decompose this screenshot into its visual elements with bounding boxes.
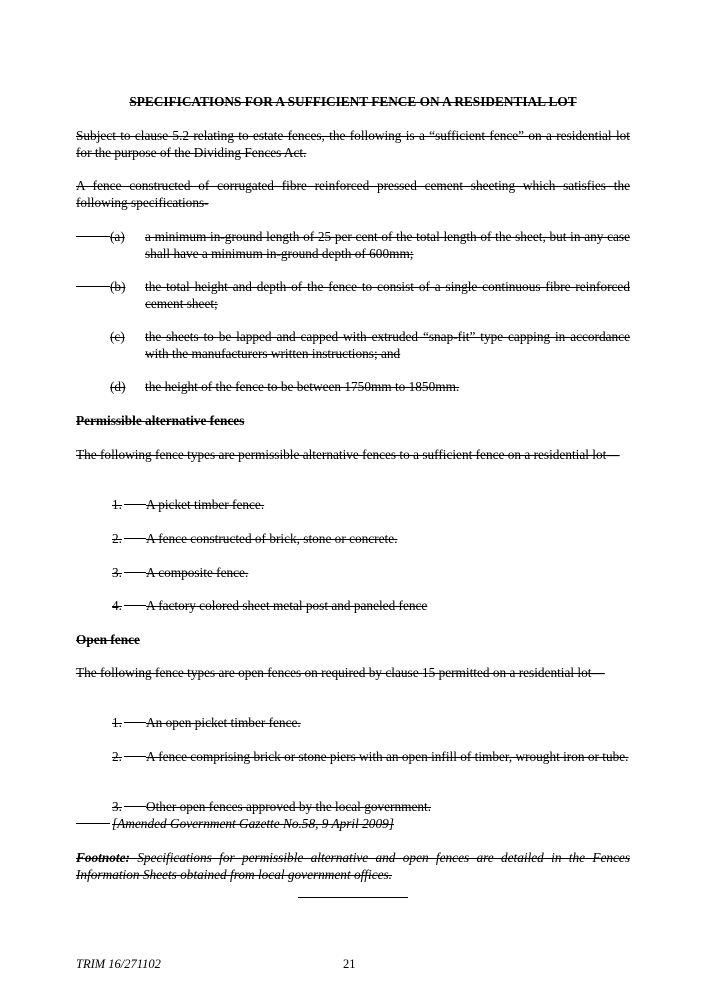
spec-marker: (d) xyxy=(110,379,126,394)
permissible-item-2 xyxy=(112,530,630,547)
footnote-label: Footnote: xyxy=(76,850,130,865)
strike-lead xyxy=(124,722,146,723)
spec-marker: (a) xyxy=(110,229,125,244)
strike-lead xyxy=(76,236,110,237)
list-marker: 3. xyxy=(112,799,122,814)
list-marker: 3. xyxy=(112,565,122,580)
strike-lead xyxy=(124,806,146,807)
open-item-3 xyxy=(112,798,630,815)
permissible-item-3 xyxy=(112,564,630,581)
permissible-intro: The following fence types are permissible alternative fences to a sufficient fence on a residential lot— xyxy=(76,447,620,462)
list-text: A picket timber fence. xyxy=(146,497,265,512)
footnote-text: Specifications for permissible alternative and open fences are detailed in the Fences Information Sheets obtained from local government offices. xyxy=(76,850,630,882)
open-item-2 xyxy=(112,748,630,765)
open-fence-heading: Open fence xyxy=(76,632,140,647)
open-fence-intro: The following fence types are open fences on required by clause 15 permitted on a residential lot— xyxy=(76,665,605,680)
spec-item-a xyxy=(76,228,630,262)
spec-text: a minimum in-ground length of 25 per cent of the total length of the sheet, but in any case shall have a minimum in-ground depth of 600mm; xyxy=(145,229,630,261)
spec-item-b xyxy=(76,278,630,312)
strike-lead xyxy=(124,572,146,573)
list-marker: 4. xyxy=(112,598,122,613)
list-text: A fence constructed of brick, stone or concrete. xyxy=(146,531,398,546)
list-text: An open picket timber fence. xyxy=(146,715,301,730)
list-marker: 1. xyxy=(112,497,122,512)
page-number: 21 xyxy=(343,957,356,971)
list-text: A composite fence. xyxy=(146,565,249,580)
footnote xyxy=(76,849,630,883)
spec-item-c xyxy=(76,328,630,362)
list-marker: 2. xyxy=(112,531,122,546)
strike-lead xyxy=(76,823,110,824)
spec-intro-paragraph: A fence constructed of corrugated fibre reinforced pressed cement sheeting which satisfies the following specifications- xyxy=(76,178,630,210)
list-text: A fence comprising brick or stone piers with an open infill of timber, wrought iron or tube. xyxy=(146,749,629,764)
footnote-rule xyxy=(298,897,408,898)
spec-item-d xyxy=(76,378,630,395)
spec-marker: (c) xyxy=(110,329,125,344)
intro-paragraph: Subject to clause 5.2 relating to estate fences, the following is a “sufficient fence” on a residential lot for the purpose of the Dividing Fences Act. xyxy=(76,128,630,160)
strike-lead xyxy=(76,286,110,287)
spec-text: the height of the fence to be between 1750mm to 1850mm. xyxy=(145,379,460,394)
list-text: A factory colored sheet metal post and paneled fence xyxy=(146,598,428,613)
strike-lead xyxy=(124,605,146,606)
permissible-item-1 xyxy=(112,496,630,513)
strike-lead xyxy=(124,538,146,539)
strike-lead xyxy=(124,756,146,757)
spec-text: the sheets to be lapped and capped with extruded “snap-fit” type capping in accordance with the manufacturers written instructions; and xyxy=(145,329,630,361)
page-title: SPECIFICATIONS FOR A SUFFICIENT FENCE ON A RESIDENTIAL LOT xyxy=(129,94,577,109)
list-text: Other open fences approved by the local government. xyxy=(146,799,432,814)
list-marker: 1. xyxy=(112,715,122,730)
list-marker: 2. xyxy=(112,749,122,764)
strike-lead xyxy=(124,504,146,505)
amendment-text: [Amended Government Gazette No.58, 9 April 2009] xyxy=(112,816,394,831)
trim-reference: TRIM 16/271102 xyxy=(76,957,161,971)
open-item-1 xyxy=(112,714,630,731)
amendment-note xyxy=(76,815,630,832)
spec-marker: (b) xyxy=(110,279,126,294)
permissible-heading: Permissible alternative fences xyxy=(76,413,245,428)
spec-text: the total height and depth of the fence to consist of a single continuous fibre reinforced cement sheet; xyxy=(145,279,630,311)
permissible-item-4 xyxy=(112,597,630,614)
